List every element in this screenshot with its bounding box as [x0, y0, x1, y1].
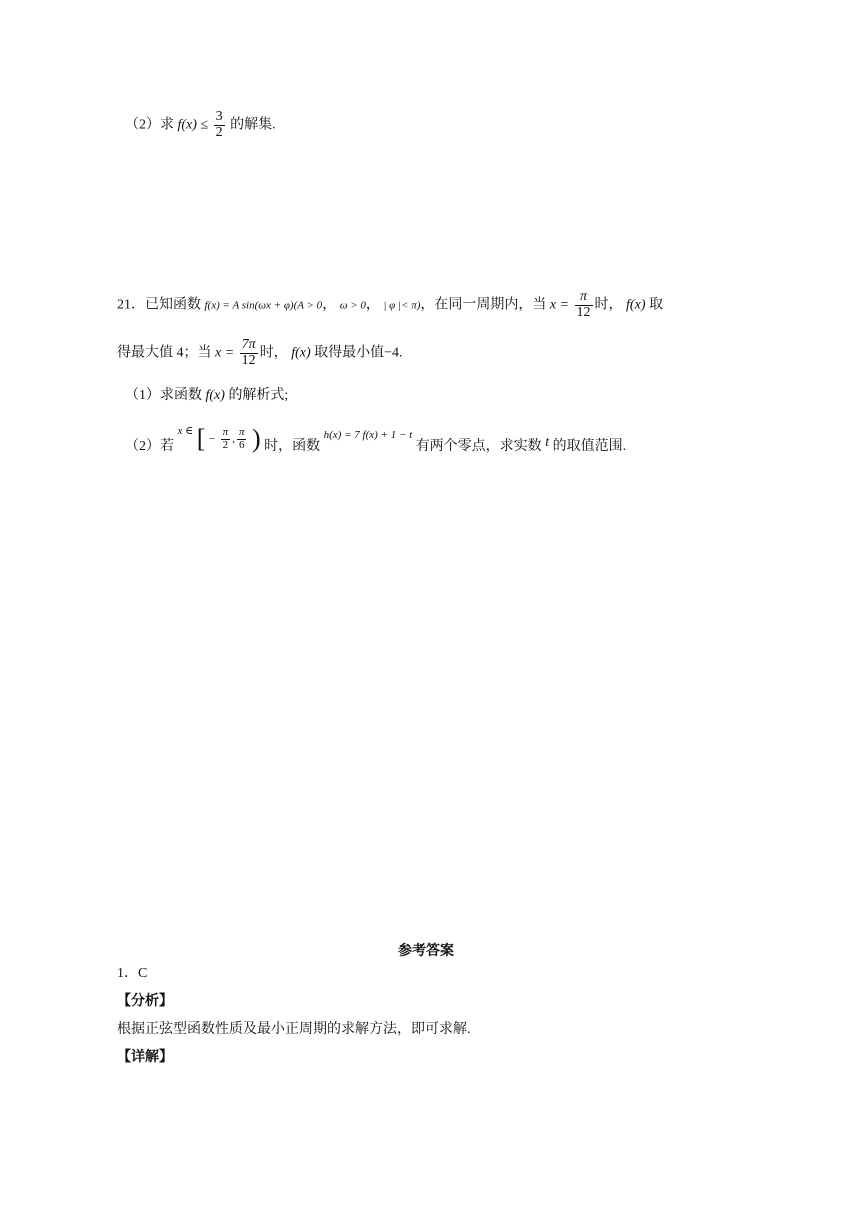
q21-fx2: f(x) — [291, 345, 311, 361]
fraction-numerator: 3 — [215, 109, 223, 124]
q21-part2-text3: 的取值范围. — [552, 439, 627, 455]
q21-period: . — [399, 345, 403, 361]
q21-phi-cond: | φ |< π) — [383, 299, 421, 312]
interval-left-bracket: [ — [196, 424, 206, 453]
q21-sep2: ， — [365, 297, 380, 313]
analysis-label: 【分析】 — [117, 994, 173, 1009]
q21-part2-frac1 — [221, 427, 231, 451]
q21-fx: f(x) — [626, 297, 646, 313]
analysis-text: 根据正弦型函数性质及最小正周期的求解方法，即可求解. — [117, 1022, 471, 1037]
q21-part1-label: （1）求函数 — [125, 388, 202, 403]
q21-part1-tail: 的解析式; — [228, 388, 289, 403]
q21-x-eq: x = — [549, 297, 570, 313]
fraction-numerator: 7π — [241, 337, 256, 352]
q20-part2-func: f(x) — [177, 117, 197, 133]
q21-part2 — [125, 424, 626, 455]
q21-part2-neg: − — [208, 433, 216, 446]
fraction-numerator: π — [222, 425, 229, 438]
q21-number: 21．已知函数 — [117, 297, 201, 313]
fraction-denominator: 2 — [221, 439, 231, 452]
q21-part2-comma: , — [232, 433, 235, 446]
q21-seven-pi-fraction — [240, 338, 258, 368]
q21-part2-text1: 时，函数 — [264, 439, 321, 455]
q21-func-def: f(x) = A sin(ωx + φ)(A > 0 — [204, 299, 323, 312]
q21-text4: 时， — [259, 345, 288, 361]
fraction-numerator: π — [238, 425, 245, 438]
q21-text2: 时， — [594, 297, 623, 313]
fraction-denominator: 12 — [576, 304, 591, 320]
q21-part2-text2: 有两个零点，求实数 — [415, 439, 542, 455]
q20-part2-label: （2）求 — [125, 117, 174, 133]
q21-pi-fraction — [575, 290, 593, 320]
q21-text5: 取得最小值 — [314, 345, 385, 361]
q21-line1 — [117, 290, 663, 320]
q21-part1 — [125, 384, 288, 404]
fraction-denominator: 2 — [215, 124, 223, 140]
q21-line2 — [117, 338, 403, 368]
fraction-denominator: 6 — [237, 439, 247, 452]
q21-part2-t: t — [545, 435, 550, 451]
q21-part2-label: （2）若 — [125, 439, 174, 455]
q21-part2-h: h(x) = 7 f(x) + 1 − t — [323, 429, 413, 442]
answer-item-1: 1．C — [117, 966, 148, 981]
q20-part2-tail: 的解集. — [230, 117, 276, 133]
q21-text1: ，在同一周期内，当 — [420, 297, 547, 313]
q20-part2-leq: ≤ — [200, 117, 209, 133]
q21-min-val: −4 — [384, 345, 400, 361]
q21-x-eq2: x = — [215, 345, 235, 361]
q21-part1-fx: f(x) — [205, 388, 225, 403]
answers-title: 参考答案 — [398, 942, 454, 958]
q20-part2-fraction — [214, 110, 225, 140]
fraction-denominator: 12 — [240, 353, 258, 369]
interval-right-paren: ) — [251, 424, 261, 453]
q21-text3: 取 — [648, 297, 663, 313]
q21-sep1: ， — [322, 297, 337, 313]
fraction-numerator: π — [580, 289, 588, 304]
q21-part2-frac2 — [237, 427, 247, 451]
q21-line2-text: 得最大值 4；当 — [117, 345, 212, 361]
detail-label: 【详解】 — [117, 1050, 173, 1065]
q21-part2-x-in: x ∈ — [177, 425, 194, 438]
q20-part2-line — [125, 110, 276, 140]
q21-omega-cond: ω > 0 — [339, 299, 366, 312]
